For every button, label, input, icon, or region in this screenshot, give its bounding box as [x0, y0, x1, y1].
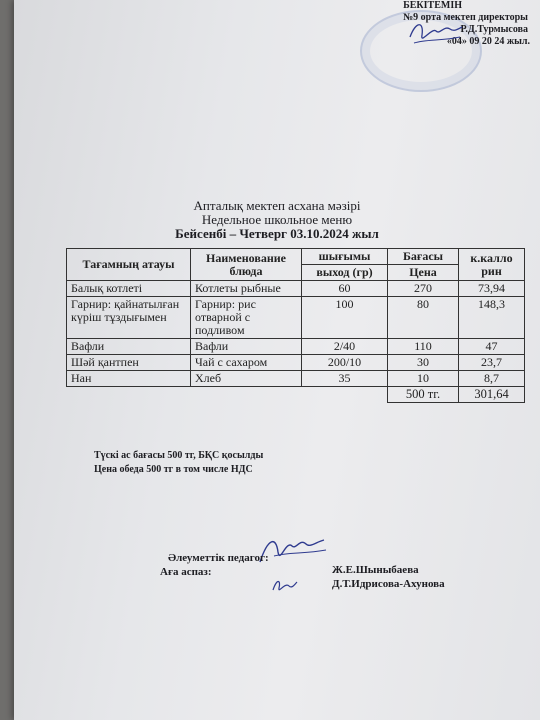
total-price: 500 тг.	[388, 387, 459, 403]
dish-ru: Хлеб	[191, 371, 302, 387]
table-row	[67, 297, 525, 339]
dish-yield: 60	[302, 281, 388, 297]
table-header-row	[67, 249, 525, 265]
dish-ru: Гарнир: рис отварной с подливом	[191, 297, 302, 339]
dish-yield: 200/10	[302, 355, 388, 371]
dish-kcal: 73,94	[459, 281, 525, 297]
dish-kz: Шәй қантпен	[67, 355, 191, 371]
col-name-kz: Тағамның атауы	[67, 249, 191, 281]
col-price-ru: Цена	[388, 265, 459, 281]
dish-price: 30	[388, 355, 459, 371]
col-yield-ru: выход (гр)	[302, 265, 388, 281]
dish-ru: Вафли	[191, 339, 302, 355]
dish-price: 80	[388, 297, 459, 339]
total-kcal: 301,64	[459, 387, 525, 403]
approval-title: БЕКІТЕМІН	[403, 0, 462, 11]
dish-kz: Балық котлеті	[67, 281, 191, 297]
table-row	[67, 371, 525, 387]
table-row	[67, 355, 525, 371]
dish-ru: Чай с сахаром	[191, 355, 302, 371]
cook-signature	[269, 574, 299, 598]
pedagog-label: Әлеуметтік педагог:	[168, 552, 269, 564]
price-note-ru: Цена обеда 500 тг в том числе НДС	[94, 464, 253, 475]
col-yield-kz: шығымы	[302, 249, 388, 265]
dish-ru: Котлеты рыбные	[191, 281, 302, 297]
approval-position: №9 орта мектеп директоры	[403, 12, 528, 23]
director-signature	[406, 17, 466, 51]
document-page	[14, 0, 540, 720]
cook-label: Аға аспаз:	[160, 566, 212, 578]
col-name-ru: Наименование блюда	[191, 249, 302, 281]
menu-day-date: Бейсенбі – Четверг 03.10.2024 жыл	[175, 226, 379, 241]
dish-yield: 2/40	[302, 339, 388, 355]
menu-table	[66, 248, 525, 403]
dish-kz: Нан	[67, 371, 191, 387]
dish-price: 110	[388, 339, 459, 355]
menu-title-kz: Апталық мектеп асхана мәзірі	[193, 198, 361, 213]
col-price-kz: Бағасы	[388, 249, 459, 265]
dish-kcal: 23,7	[459, 355, 525, 371]
dish-kz: Гарнир: қайнатылған күріш тұздығымен	[67, 297, 191, 339]
dish-price: 270	[388, 281, 459, 297]
col-kcal: к.калло рин	[459, 249, 525, 281]
table-row	[67, 281, 525, 297]
dish-kcal: 8,7	[459, 371, 525, 387]
price-note-kz: Түскі ас бағасы 500 тг, БҚС қосылды	[94, 450, 264, 461]
dish-yield: 35	[302, 371, 388, 387]
pedagog-name: Ж.Е.Шыныбаева	[332, 564, 419, 576]
cook-name: Д.Т.Идрисова-Ахунова	[332, 578, 445, 590]
dish-kcal: 148,3	[459, 297, 525, 339]
approval-date: «04» 09 20 24 жыл.	[446, 36, 530, 47]
approval-director: Р.Д.Турмысова	[460, 24, 528, 35]
dish-yield: 100	[302, 297, 388, 339]
dish-price: 10	[388, 371, 459, 387]
dish-kcal: 47	[459, 339, 525, 355]
menu-title-ru: Недельное школьное меню	[201, 212, 353, 227]
table-total-row	[67, 387, 525, 403]
table-row	[67, 339, 525, 355]
dish-kz: Вафли	[67, 339, 191, 355]
